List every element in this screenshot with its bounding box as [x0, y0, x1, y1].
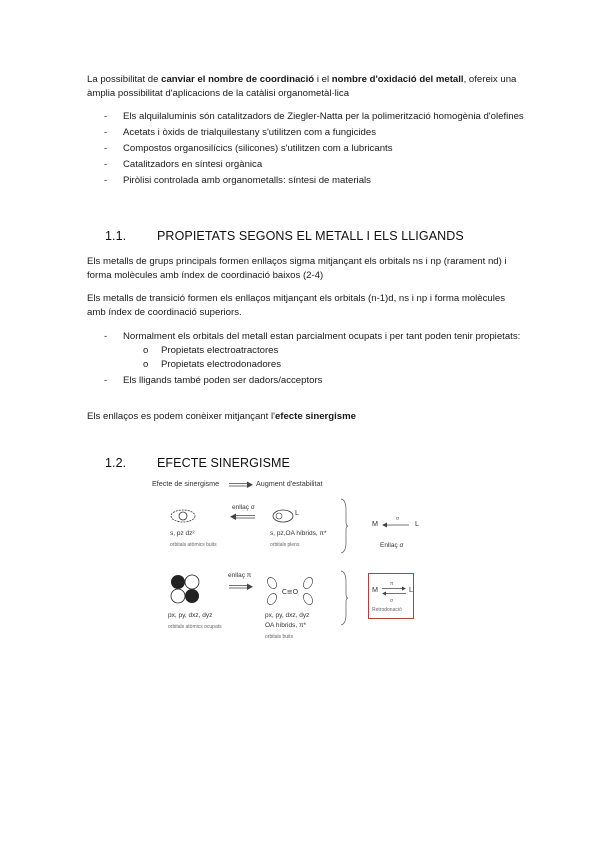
ligand-pi-note: orbitals buits — [265, 634, 294, 640]
sub-list — [123, 344, 527, 372]
co-pi-star-orbital-icon — [266, 576, 314, 606]
intro-bold-coordination: canviar el nombre de coordinació — [161, 74, 315, 85]
ligand-sigma-orbital-icon — [270, 508, 296, 524]
sigma-diagram-M: M — [372, 519, 378, 528]
sigma-diagram-L: L — [415, 519, 419, 528]
ligand-pi-orbitals-label: px, py, dxz, dyz — [265, 612, 310, 619]
metal-pi-note: orbitals atòmics ocupats — [168, 624, 222, 630]
intro-paragraph: La possibilitat de canviar el nombre de coordinació i el nombre d'oxidació del metall, ofereix una àmplia possibilitat d'aplicacions de la catàlisi organometàl·lica — [87, 74, 517, 99]
properties-list — [87, 330, 527, 390]
left-double-arrow-icon — [230, 513, 256, 521]
pi-diagram-M: M — [372, 585, 378, 594]
pi-caption: Retrodonació — [372, 607, 402, 613]
closing-paragraph: Els enllaços es podem conèixer mitjançant l'efecte sinergisme — [87, 411, 356, 422]
sigma-arrow-icon — [382, 522, 410, 528]
sub-list-item: o Propietats electrodonadores — [143, 359, 281, 370]
list-item: - Els lligands també poden ser dadors/acceptors — [104, 375, 323, 386]
metal-sigma-note: orbitals atòmics buits — [170, 542, 217, 548]
right-double-arrow-icon — [228, 583, 254, 591]
pi-bond-arrow-label: enllaç π — [228, 572, 252, 579]
pi-arrows-icon — [381, 586, 407, 596]
double-arrow-icon — [228, 481, 254, 489]
pi-diagram-sigma: σ — [390, 598, 394, 604]
list-item: - Normalment els orbitals del metall estan parcialment ocupats i per tant poden tenir propietats: o Propietats electroatractores o Propietats electrodonadores — [87, 330, 527, 372]
figure-header-left: Efecte de sinergisme — [152, 479, 220, 488]
list-item: - Compostos organosilícics (silicones) s'utilitzen com a lubricants — [104, 143, 393, 154]
figure-header-right: Augment d'estabilitat — [256, 479, 323, 488]
sigma-caption: Enllaç σ — [380, 542, 404, 549]
metal-sigma-orbitals-label: s, pz dz² — [170, 530, 195, 537]
list-item: - Acetats i òxids de trialquilestany s'utilitzen com a fungicides — [104, 127, 376, 138]
sigma-diagram-sigma: σ — [396, 516, 400, 522]
pi-diagram-pi: π — [390, 581, 394, 587]
list-item: - Catalitzadors en síntesi orgànica — [104, 159, 263, 170]
metal-pi-orbitals-label: px, py, dxz, dyz — [168, 612, 213, 619]
intro-bold-oxidation: nombre d'oxidació del metall — [331, 74, 464, 85]
d-orbital-cloverleaf-icon — [168, 572, 202, 606]
ligand-sigma-orbitals-label: s, pz,OA híbrids, π* — [270, 530, 327, 537]
list-item: - Els alquilaluminis són catalitzadors de Ziegler-Natta per la polimerització homogènia d'olefines — [104, 111, 524, 122]
list-item: - Piròlisi controlada amb organometalls: síntesi de materials — [104, 175, 371, 186]
ligand-sigma-note: orbitals plens — [270, 542, 300, 548]
section1-paragraph-2: Els metalls de transició formen els enllaços mitjançant els orbitals (n-1)d, ns i np i forma molècules amb índex de coordinació superiors. — [87, 293, 506, 318]
section-heading-1-1: 1.1. PROPIETATS SEGONS EL METALL I ELS LLIGANDS — [105, 229, 464, 243]
ligand-pi-orbitals-label-2: OA híbrids, π* — [265, 622, 306, 629]
co-molecule-label: C≡O — [281, 588, 299, 596]
applications-list — [87, 110, 527, 190]
synergism-figure — [140, 480, 430, 665]
brace-icon — [340, 498, 348, 554]
section-heading-1-2: 1.2. EFECTE SINERGISME — [105, 456, 290, 470]
section1-paragraph-1: Els metalls de grups principals formen enllaços sigma mitjançant els orbitals ns i np (rarament nd) i forma molècules amb índex de coordinació baixos (2-4) — [87, 256, 507, 281]
sub-list-item: o Propietats electroatractores — [143, 345, 279, 356]
brace-icon-2 — [340, 570, 348, 626]
pi-diagram-L: L — [409, 585, 413, 594]
ligand-sigma-L-label: L — [295, 508, 299, 517]
s-pz-dz2-orbital-icon — [170, 508, 196, 524]
sigma-bond-arrow-label: enllaç σ — [232, 504, 255, 511]
